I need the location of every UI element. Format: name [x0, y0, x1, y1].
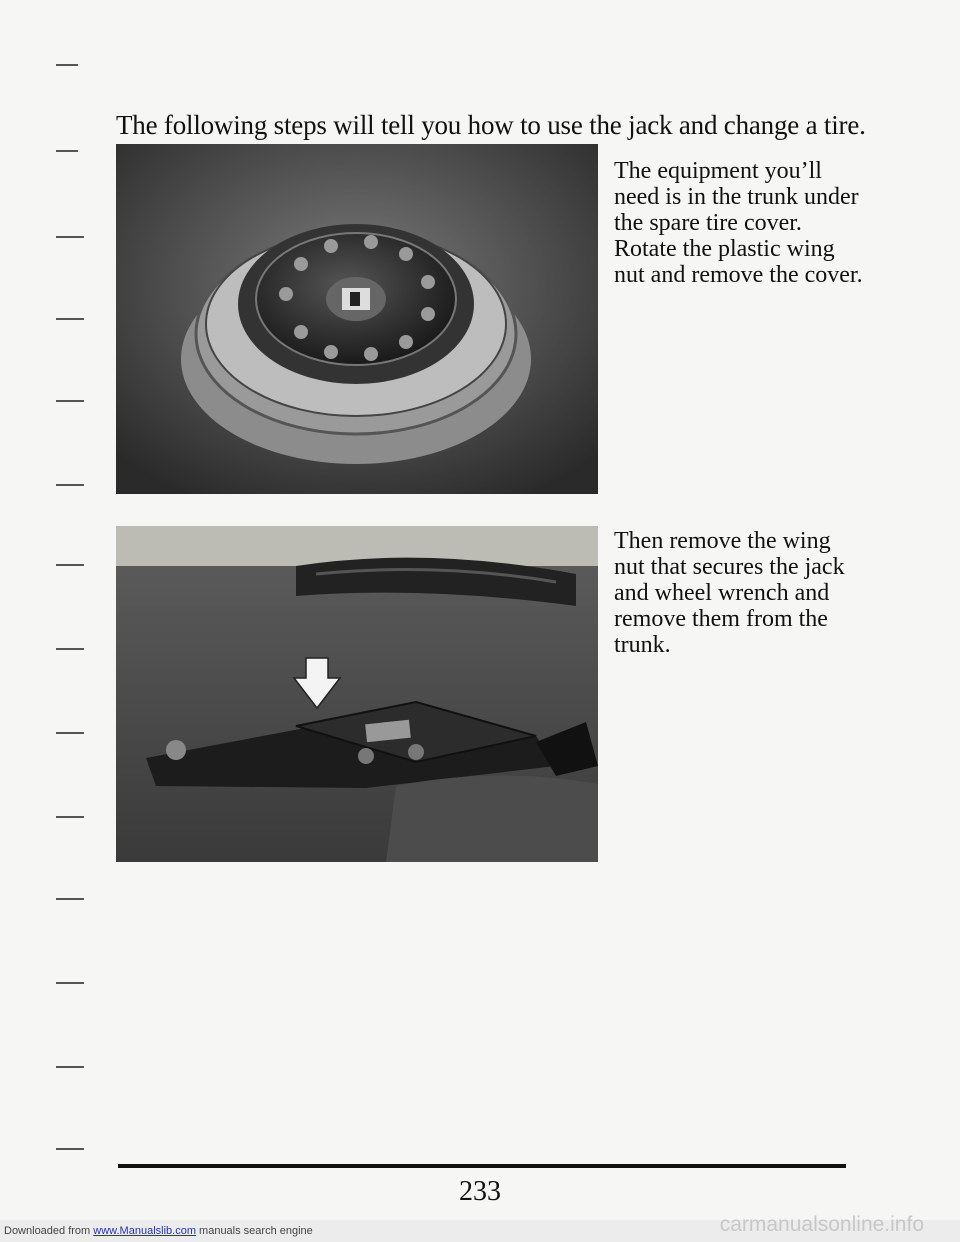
spare-tire-photo [116, 144, 598, 494]
footer-source [4, 1220, 313, 1242]
page-number: 233 [459, 1176, 501, 1207]
footer-suffix: manuals search engine [195, 1225, 313, 1237]
intro-text: The following steps will tell you how to use the jack and change a tire. [116, 110, 866, 140]
step-1-caption: The equipment you’ll need is in the trunk under the spare tire cover. Rotate the plastic wing nut and remove the cover. [614, 158, 863, 288]
manualslib-link[interactable]: www.Manualslib.com [93, 1225, 196, 1237]
download-footer [0, 1213, 960, 1242]
watermark: carmanualsonline.info [719, 1213, 924, 1236]
footer-prefix: Downloaded from [4, 1225, 94, 1237]
footer-rule [118, 1164, 846, 1168]
jack-photo [116, 526, 598, 862]
step-2-caption: Then remove the wing nut that secures the jack and wheel wrench and remove them from the trunk. [614, 528, 845, 658]
